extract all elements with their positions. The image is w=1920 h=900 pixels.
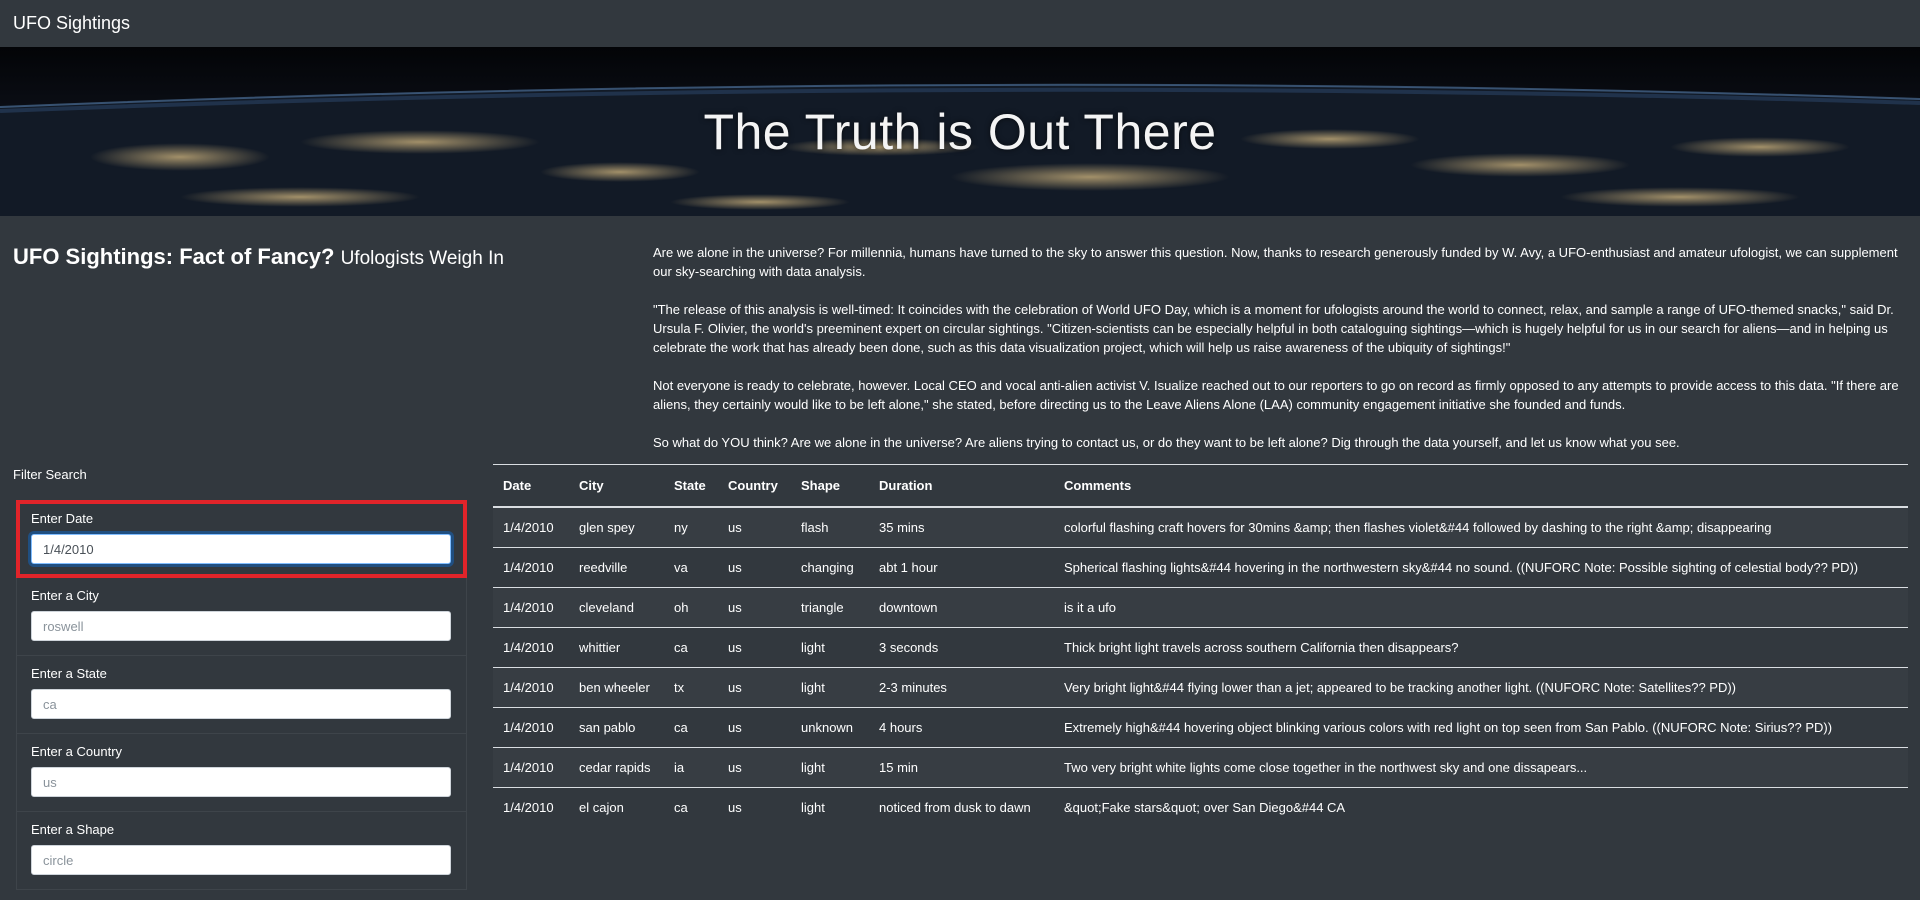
filter-label-state: Enter a State bbox=[31, 666, 107, 681]
table-cell-duration: noticed from dusk to dawn bbox=[879, 799, 1031, 815]
column-header-city: City bbox=[569, 465, 664, 507]
hero-banner bbox=[0, 47, 1920, 216]
table-cell-country: us bbox=[718, 667, 791, 707]
navbar bbox=[0, 0, 1920, 47]
table-cell-comments: Thick bright light travels across southern California then disappears? bbox=[1054, 627, 1908, 667]
table-cell-comments: &quot;Fake stars&quot; over San Diego&#44 CA bbox=[1064, 799, 1346, 815]
table-cell-shape: light bbox=[801, 799, 825, 815]
table-cell-shape: light bbox=[791, 747, 869, 787]
table-row bbox=[493, 587, 1908, 627]
table-cell-country: us bbox=[718, 707, 791, 747]
table-cell-state: ia bbox=[664, 747, 718, 787]
table-cell-city: cleveland bbox=[569, 587, 664, 627]
table-cell-state: oh bbox=[664, 587, 718, 627]
table-cell-date: 1/4/2010 bbox=[493, 507, 569, 547]
column-header-shape: Shape bbox=[791, 465, 869, 507]
column-header-duration: Duration bbox=[869, 465, 1054, 507]
column-header-comments: Comments bbox=[1054, 465, 1908, 507]
table-cell-shape: light bbox=[791, 667, 869, 707]
table-cell-duration: 35 mins bbox=[869, 507, 1054, 547]
table-cell-country: us bbox=[718, 547, 791, 587]
article-paragraph: Not everyone is ready to celebrate, however. Local CEO and vocal anti-alien activist V. Isualize reached out to our reporters to go on record as firmly opposed to any attempts to provide access to this data. "If there are aliens, they certainly would like to be left alone," she stated, before directing us to the Leave Aliens Alone (LAA) community engagement initiative she founded and funds. bbox=[653, 378, 1899, 412]
table-cell-city: glen spey bbox=[569, 507, 664, 547]
column-header-country: Country bbox=[718, 465, 791, 507]
table-cell-country: us bbox=[718, 747, 791, 787]
table-cell-city: whittier bbox=[569, 627, 664, 667]
table-cell-shape: changing bbox=[791, 547, 869, 587]
table-cell-date: 1/4/2010 bbox=[503, 799, 554, 815]
table-cell-country: us bbox=[718, 627, 791, 667]
table-cell-shape: triangle bbox=[791, 587, 869, 627]
table-cell-comments: Spherical flashing lights&#44 hovering in the northwestern sky&#44 no sound. ((NUFORC Note: Possible sighting of celestial body?? PD)) bbox=[1054, 547, 1908, 587]
table-cell-state: ca bbox=[674, 799, 688, 815]
table-cell-comments: Very bright light&#44 flying lower than a jet; appeared to be tracking another light. ((NUFORC Note: Satellites?? PD)) bbox=[1054, 667, 1908, 707]
table-cell-country: us bbox=[718, 587, 791, 627]
table-body bbox=[493, 507, 1908, 827]
table-cell-date: 1/4/2010 bbox=[493, 587, 569, 627]
table-cell-country: us bbox=[718, 507, 791, 547]
column-header-state: State bbox=[664, 465, 718, 507]
table-cell-state: ca bbox=[664, 707, 718, 747]
table-row bbox=[493, 707, 1908, 747]
table-cell-city: el cajon bbox=[579, 799, 624, 815]
filter-search-title: Filter Search bbox=[13, 467, 87, 482]
table-cell-duration: 4 hours bbox=[869, 707, 1054, 747]
table-cell-shape: light bbox=[791, 627, 869, 667]
table-cell-shape: flash bbox=[791, 507, 869, 547]
ufo-table-container bbox=[493, 464, 1908, 827]
city-input[interactable] bbox=[31, 611, 451, 641]
table-row bbox=[493, 787, 1908, 827]
table-cell-city: san pablo bbox=[569, 707, 664, 747]
filter-list bbox=[16, 500, 467, 890]
table-cell-date: 1/4/2010 bbox=[493, 707, 569, 747]
filter-label-city: Enter a City bbox=[31, 588, 99, 603]
table-cell-state: ca bbox=[664, 627, 718, 667]
state-input[interactable] bbox=[31, 689, 451, 719]
table-cell-state: tx bbox=[664, 667, 718, 707]
table-header-row bbox=[493, 465, 1908, 507]
article-headline bbox=[13, 244, 504, 270]
table-cell-comments: Extremely high&#44 hovering object blinking various colors with red light on top seen from San Pablo. ((NUFORC Note: Sirius?? PD)) bbox=[1054, 707, 1908, 747]
table-row bbox=[493, 507, 1908, 547]
article-paragraph: Are we alone in the universe? For millennia, humans have turned to the sky to answer this question. Now, thanks to research generously funded by W. Avy, a UFO-enthusiast and amateur ufologist, we can supplement our sky-searching with data analysis. bbox=[653, 245, 1898, 279]
shape-input[interactable] bbox=[31, 845, 451, 875]
table-cell-state: va bbox=[664, 547, 718, 587]
filter-label-shape: Enter a Shape bbox=[31, 822, 115, 837]
table-cell-date: 1/4/2010 bbox=[493, 667, 569, 707]
column-header-date: Date bbox=[493, 465, 569, 507]
article-paragraph: "The release of this analysis is well-timed: It coincides with the celebration of World UFO Day, which is a moment for ufologists around the world to connect, relax, and sample a range of UFO-themed snacks," said Dr. Ursula F. Olivier, the world's preeminent expert on circular sightings. "Citizen-scientists can be especially helpful in both cataloguing sightings—which is hugely helpful for us in our search for aliens—and in helping us celebrate the work that has already been done, such as this data visualization project, which will help us raise awareness of the ubiquity of sightings!" bbox=[653, 302, 1894, 355]
table-cell-duration: downtown bbox=[869, 587, 1054, 627]
filter-item-date bbox=[16, 500, 467, 578]
table-row bbox=[493, 667, 1908, 707]
table-cell-duration: 15 min bbox=[869, 747, 1054, 787]
date-input[interactable] bbox=[31, 534, 451, 564]
filter-item-state bbox=[16, 656, 467, 734]
table-cell-state: ny bbox=[664, 507, 718, 547]
filter-item-shape bbox=[16, 812, 467, 890]
table-cell-duration: 3 seconds bbox=[869, 627, 1054, 667]
table-row bbox=[493, 627, 1908, 667]
table-cell-duration: abt 1 hour bbox=[869, 547, 1054, 587]
table-cell-date: 1/4/2010 bbox=[493, 747, 569, 787]
filter-item-city bbox=[16, 578, 467, 656]
filter-item-country bbox=[16, 734, 467, 812]
ufo-table bbox=[493, 465, 1908, 827]
table-cell-country: us bbox=[728, 799, 742, 815]
table-cell-duration: 2-3 minutes bbox=[869, 667, 1054, 707]
navbar-brand[interactable]: UFO Sightings bbox=[13, 13, 131, 33]
table-row bbox=[493, 747, 1908, 787]
table-cell-city: cedar rapids bbox=[569, 747, 664, 787]
table-cell-comments: is it a ufo bbox=[1054, 587, 1908, 627]
table-cell-comments: colorful flashing craft hovers for 30mins &amp; then flashes violet&#44 followed by dashing to the right &amp; disappearing bbox=[1054, 507, 1908, 547]
article-body bbox=[653, 243, 1908, 471]
table-cell-city: reedville bbox=[569, 547, 664, 587]
headline-text: UFO Sightings: Fact of Fancy? bbox=[13, 244, 335, 269]
table-cell-date: 1/4/2010 bbox=[493, 627, 569, 667]
hero-title: The Truth is Out There bbox=[703, 103, 1217, 160]
table-row bbox=[493, 547, 1908, 587]
subheadline-text: Ufologists Weigh In bbox=[340, 248, 504, 269]
filter-label-date: Enter Date bbox=[31, 511, 94, 526]
filter-label-country: Enter a Country bbox=[31, 744, 123, 759]
table-cell-city: ben wheeler bbox=[569, 667, 664, 707]
country-input[interactable] bbox=[31, 767, 451, 797]
table-cell-date: 1/4/2010 bbox=[493, 547, 569, 587]
table-cell-shape: unknown bbox=[791, 707, 869, 747]
article-paragraph: So what do YOU think? Are we alone in the universe? Are aliens trying to contact us, or do they want to be left alone? Dig through the data yourself, and let us know what you see. bbox=[653, 435, 1680, 450]
table-cell-comments: Two very bright white lights come close together in the northwest sky and one dissapears... bbox=[1054, 747, 1908, 787]
